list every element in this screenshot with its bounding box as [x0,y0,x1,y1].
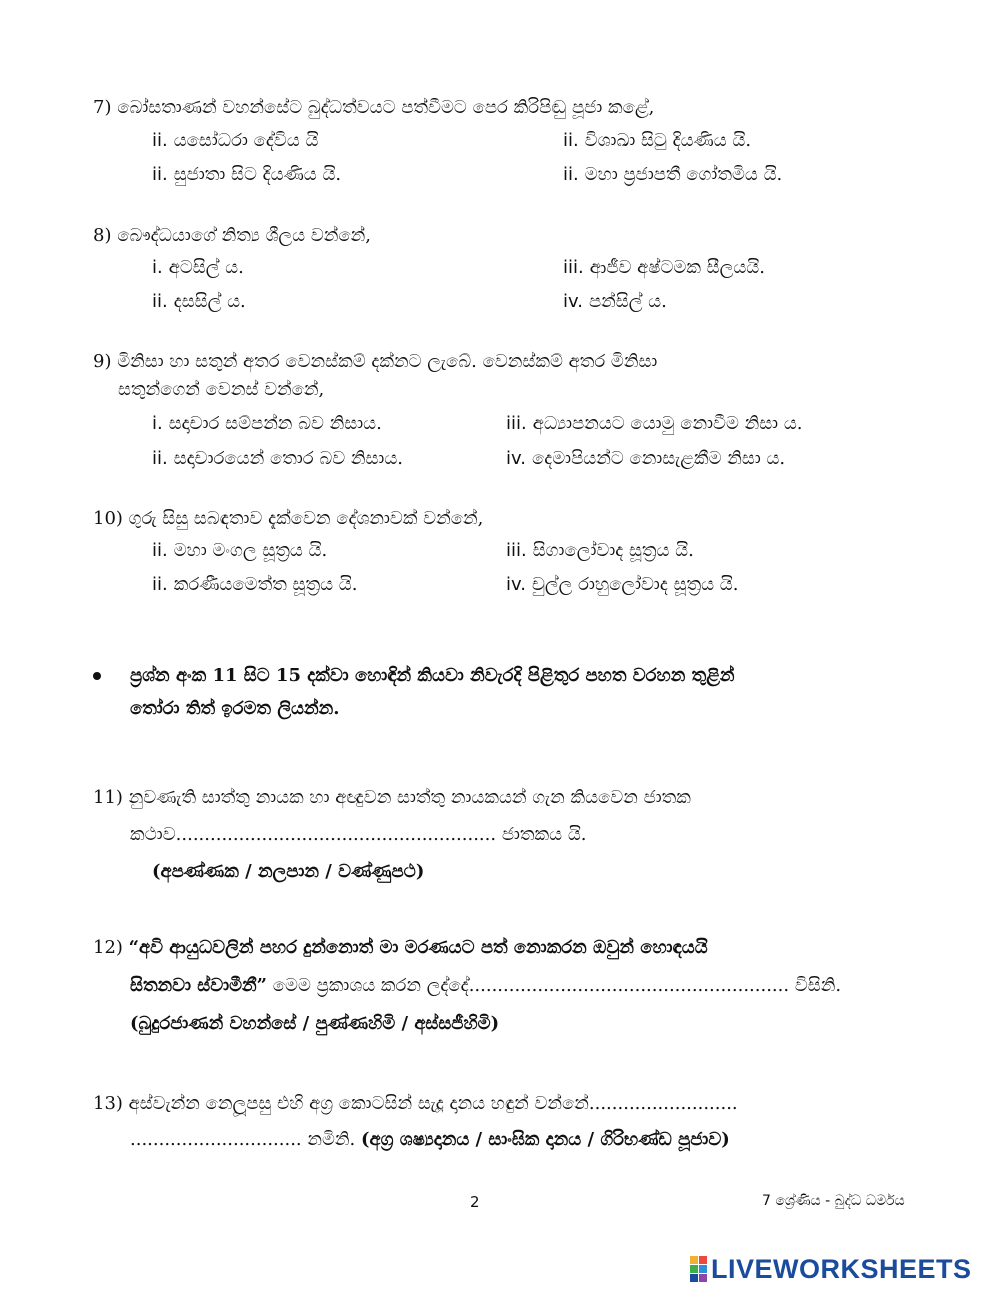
liveworksheets-logo[interactable] [690,1255,972,1283]
bullet-icon [93,672,101,680]
option-number: ii. [152,291,168,312]
q10-option-2[interactable] [506,539,694,563]
q11-suffix: ජාතකය යි. [496,824,587,845]
option-number: iv. [506,448,526,469]
q7-option-4[interactable] [563,163,782,187]
q12-suffix: විසිනි. [789,975,842,996]
question-12-line-1 [93,936,708,960]
option-text: අධ්‍යාපනයට යොමු නොවීම නිසා ය. [532,413,803,434]
q13-text: 13) අස්වැන්න නෙලූපසු එහි අග්‍ර කොටසින් සැදූ දානය හඳුන් වන්නේ [93,1093,589,1114]
q7-option-2[interactable] [563,129,751,153]
option-text: දසසිල් ය. [173,291,246,312]
option-text: ආජීව අෂ්ටමක සීලයයි. [589,257,765,278]
option-number: i. [152,257,163,278]
option-text: අටසිල් ය. [168,257,244,278]
question-13-line-2 [130,1128,730,1152]
option-number: ii. [152,574,168,595]
option-number: ii. [563,130,579,151]
question-7: 7) බෝසතාණන් වහන්සේට බුද්ධත්වයට පත්වීමට පෙර කිරිපිඬු පූජා කළේ, [93,97,655,118]
q9-option-4[interactable] [506,447,785,471]
option-text: කරණීයමෙත්ත සූත්‍රය යි. [173,574,358,595]
option-text: පන්සිල් ය. [588,291,667,312]
option-number: i. [152,413,163,434]
q12-quote-start: “අවි ආයුධවලින් පහර දුන්නොත් මා මරණයට පත් නොකරන ඔවුන් හොඳයයි [128,937,708,958]
q12-choices: (බුදුරජාණන් වහන්සේ / පුණ්ණහිමි / අස්සජීහිමි) [130,1013,500,1034]
option-number: ii. [152,130,168,151]
q12-text: මෙම ප්‍රකාශය කරන ලද්දේ [267,975,469,996]
q12-answer-blank[interactable]: ........................................................ [468,975,790,996]
q8-option-4[interactable] [563,290,667,314]
instruction-line-1: ප්‍රශ්න අංක 11 සිට 15 දක්වා හොඳින් කියවා නිවැරදි පිළිතුර පහත වරහන තුළින් [130,665,735,686]
page-number: 2 [470,1193,480,1211]
option-number: iii. [506,413,527,434]
q11-text: කථාව [130,824,176,845]
logo-text: LIVEWORKSHEETS [711,1253,972,1284]
q13-answer-blank-1[interactable]: .......................... [588,1093,738,1114]
option-text: යසෝධරා දේවිය යි [173,130,319,151]
option-number: ii. [152,448,168,469]
option-text: සුජාතා සිට දියණිය යි. [173,164,342,185]
question-13-line-1 [93,1092,738,1116]
q10-option-3[interactable] [152,573,357,597]
option-text: මහා ප්‍රජාපතී ගෝතමිය යි. [584,164,783,185]
q9-option-2[interactable] [506,412,803,436]
q13-suffix: නමිනි. [301,1129,361,1150]
q13-choices: (අග්‍ර ශෂ්‍යදානය / සාංඝික දානය / ගිරිභණ්ඩ පූජාව) [361,1129,730,1150]
q7-option-3[interactable] [152,163,341,187]
q8-option-2[interactable] [563,256,765,280]
question-11-line-1: 11) නුවණැති සාත්තු නායක හා අඥුවන සාත්තු නායකයන් ගැන කියවෙන ජාතක [93,787,691,808]
q9-option-1[interactable] [152,412,382,436]
question-10: 10) ගුරු සිසු සබඳතාව දැක්වෙන දේශනාවක් වන්නේ, [93,508,484,529]
option-text: සිගාලෝවාද සූත්‍රය යි. [532,540,694,561]
question-9-line-2: සතුන්ගෙන් වෙනස් වන්නේ, [118,379,325,400]
option-number: ii. [152,164,168,185]
option-number: iii. [563,257,584,278]
question-8: 8) බෞද්ධයාගේ නිත්‍ය ශීලය වන්නේ, [93,225,371,246]
q8-option-1[interactable] [152,256,244,280]
question-12-line-2 [130,974,841,998]
q10-option-1[interactable] [152,539,327,563]
q13-answer-blank-2[interactable]: .............................. [130,1129,302,1150]
logo-blocks-icon [690,1256,707,1282]
instruction-line-2: තෝරා තිත් ඉරමත ලියන්න. [130,698,340,719]
option-text: මහා මංගල සූත්‍රය යි. [173,540,328,561]
option-text: විශාඛා සිටු දියණිය යි. [584,130,752,151]
q8-option-3[interactable] [152,290,246,314]
option-text: සදාචාර සම්පන්න බව නිසාය. [168,413,382,434]
footer-subject: 7 ශ්‍රේණිය - බුද්ධ ධර්මය [762,1193,905,1209]
q12-quote-end: සිතනවා ස්වාමීනී” [130,975,268,996]
option-text: චුල්ල රාහුලෝවාද සූත්‍රය යි. [531,574,739,595]
option-number: iii. [506,540,527,561]
option-number: iv. [506,574,526,595]
question-9-line-1: 9) මිනිසා හා සතුන් අතර වෙනස්කම් දක්නට ලැබේ. වෙනස්කම් අතර මිනිසා [93,351,658,372]
option-text: දෙමාපියන්ට නොසැළකීම නිසා ය. [531,448,786,469]
q11-answer-blank[interactable]: ........................................................ [175,824,497,845]
q12-number: 12) [93,937,129,958]
option-number: ii. [152,540,168,561]
q10-option-4[interactable] [506,573,738,597]
q9-option-3[interactable] [152,447,403,471]
q11-choices: (අපණ්ණක / නලපාන / වණ්ණුපථ) [152,861,425,882]
question-11-line-2 [130,823,586,847]
option-number: iv. [563,291,583,312]
option-text: සදාචාරයෙන් තොර බව නිසාය. [173,448,404,469]
option-number: ii. [563,164,579,185]
q7-option-1[interactable] [152,129,318,153]
